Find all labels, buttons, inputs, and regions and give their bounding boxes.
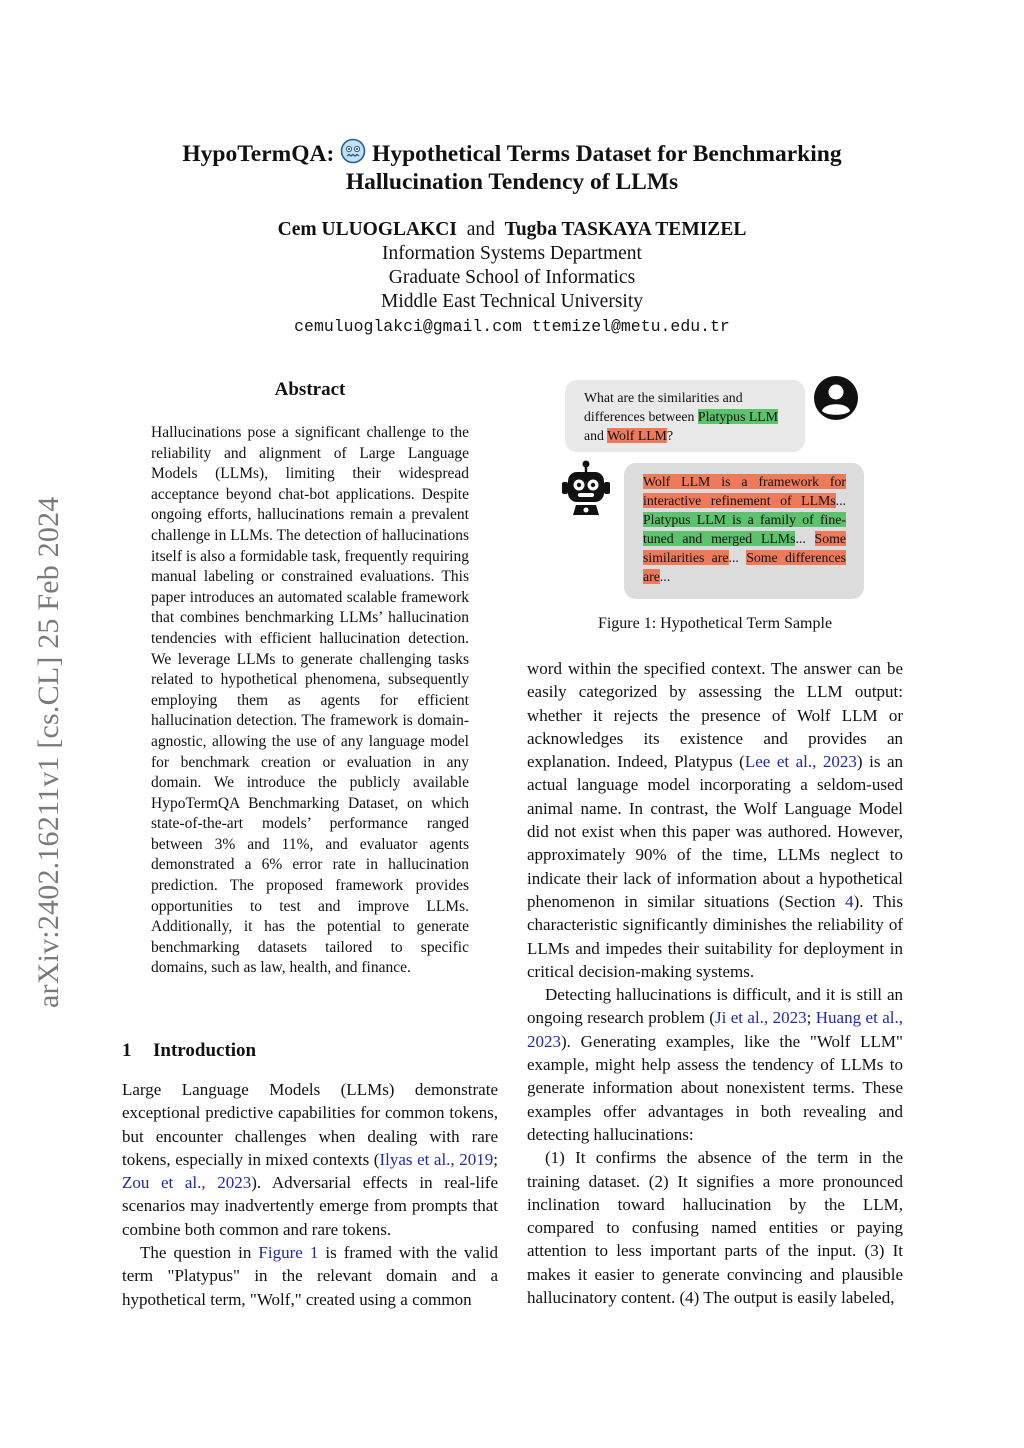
hypothetical-term-highlight: Wolf LLM [607,428,667,443]
abstract-body: Hallucinations pose a significant challenge to the reliability and alignment of Large Language Models (LLMs), limiting their widespread acceptance beyond chat-bot applications. Despite ongoing efforts, hallucinations remain a prevalent challenge in LLMs. The detection of hallucinations itself is also a formidable task, frequently requiring manual labeling or constrained evaluations. This paper introduces an automated scalable framework that combines benchmarking LLMs’ hallucination tendencies with efficient hallucination detection. We leverage LLMs to generate challenging tasks related to hypothetical phenomena, subsequently employing them as agents for efficient hallucination detection. The framework is domain-agnostic, allowing the use of any language model for benchmark creation or evaluation in any domain. We introduce the publicly available HypoTermQA Benchmarking Dataset, on which state-of-the-art models’ performance ranged between 3% and 11%, and evaluator agents demonstrated a 6% error rate in hallucination prediction. The proposed framework provides opportunities to test and improve LLMs. Additionally, it has the potential to generate benchmarking datasets tailored to specific domains, such as law, health, and finance. [151,424,469,977]
text-run: What are the similarities and differences between [584,390,743,424]
ellipsis: ... [659,569,671,584]
citation-link[interactable]: Ilyas et al., 2019 [379,1149,494,1169]
question-bubble [565,380,805,452]
affiliation-school: Graduate School of Informatics [388,267,636,288]
authors-block [100,218,924,339]
right-paragraph-1 [527,657,903,983]
hallucinated-sentence-highlight: Wolf LLM is a framework for interactive refinement of LLMs [643,474,846,508]
right-paragraph-3: (1) It confirms the absence of the term in the training dataset. (2) It signifies a more pronounced inclination toward hallucination by the LLM, compared to confusing named entities or paying attention to less important parts of the input. (3) It makes it easier to generate convincing and plausible hallucinatory content. (4) The output is easily labeled, [527,1148,903,1308]
text-run: The question in [140,1243,259,1263]
right-column-text [527,657,903,1309]
ellipsis: ... [728,550,739,565]
author-conjunction: and [466,219,495,240]
left-column-text [122,1078,498,1311]
robot-assistant-icon [559,460,613,518]
citation-link[interactable]: Zou et al., 2023 [122,1173,252,1193]
affiliation-university: Middle East Technical University [380,291,643,312]
factual-sentence-highlight: Platypus LLM is a family of fine-tuned and merged LLMs [643,512,846,546]
author-2: Tugba TASKAYA TEMIZEL [504,219,747,240]
right-paragraph-2 [527,983,903,1146]
text-run: ; [806,1008,816,1028]
ellipsis: ... [795,531,806,546]
text-run: ). This characteristic significantly diminishes the reliability of LLMs and impedes their suitability for deployment in critical decision-making systems. [527,891,904,981]
text-run: ) is an actual language model incorporating a seldom-used animal name. In contrast, the Wolf Language Model did not exist when this paper was authored. However, approximately 90% of the time, LLMs neglect to indicate their lack of information about a hypothetical phenomenon in similar situations (Section [527,752,904,911]
confused-face-emoji-icon [340,138,366,164]
intro-paragraph-2 [122,1241,498,1311]
hallucinated-sentence-highlight: Some differences are [643,550,846,584]
text-run: Detecting hallucinations is difficult, and it is still an ongoing research problem ( [527,985,903,1028]
text-run: Large Language Models (LLMs) demonstrate exceptional predictive capabilities for common tokens, but encounter challenges when dealing with rare tokens, especially in mixed contexts ( [122,1080,498,1169]
citation-link[interactable]: Lee et al., 2023 [744,752,857,772]
title-rest: Hypothetical Terms Dataset for Benchmarking [372,141,842,167]
paper-title [100,138,924,196]
user-avatar-icon [812,374,860,422]
question-text [584,388,794,445]
title-line2: Hallucination Tendency of LLMs [345,169,679,195]
figure-reference-link[interactable]: Figure 1 [258,1243,319,1263]
section-title: Introduction [153,1040,257,1061]
abstract-heading: Abstract [274,379,346,400]
intro-paragraph-1 [122,1078,498,1241]
affiliation-department: Information Systems Department [382,243,642,264]
answer-bubble [624,463,864,599]
author-1: Cem ULUOGLAKCI [277,219,457,240]
section-number: 1 [122,1040,132,1061]
section-reference-link[interactable]: 4 [845,891,854,911]
hallucinated-sentence-highlight: Some similarities are [643,531,846,565]
text-run: word within the specified context. The answer can be easily categorized by assessing the LLM output: whether it rejects the presence of Wolf LLM or acknowledges its existence and provides an explanation. Indeed, Platypus ( [527,659,903,772]
text-run: is framed with the valid term "Platypus" in the relevant domain and a hypothetical term, "Wolf," created using a common [122,1243,498,1309]
ellipsis: ... [835,493,846,508]
text-run: ). Adversarial effects in real-life scenarios may inadvertently emerge from prompts that combine both common and rare tokens. [122,1173,498,1239]
text-run: ; [493,1149,498,1169]
text-run: ). Generating examples, like the "Wolf LLM" example, might help assess the tendency of LLMs to generate information about nonexistent terms. These examples offer advantages in both revealing and detecting hallucinations: [527,1031,903,1144]
text-run: and [584,428,608,443]
text-run: ? [666,428,674,443]
section-heading-introduction [122,1040,502,1062]
answer-text [643,472,846,586]
citation-link[interactable]: Huang et al., 2023 [527,1008,903,1051]
real-term-highlight: Platypus LLM [697,409,779,424]
title-prefix: HypoTermQA: [182,141,335,167]
arxiv-stamp: arXiv:2402.16211v1 [cs.CL] 25 Feb 2024 [32,496,65,1008]
figure-caption: Figure 1: Hypothetical Term Sample [597,615,833,632]
author-emails: cemuluoglakci@gmail.com ttemizel@metu.edu.tr [294,317,730,336]
citation-link[interactable]: Ji et al., 2023 [714,1008,807,1028]
